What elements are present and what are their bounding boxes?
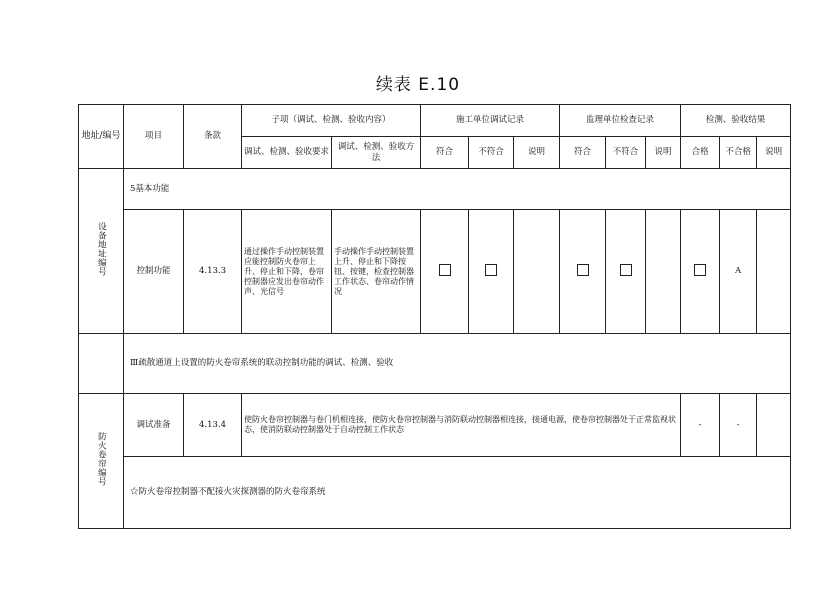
header-construction-nonconform: 不符合 [469, 137, 514, 169]
header-result-pass: 合格 [681, 137, 720, 169]
header-method: 调试、检测、验收方法 [332, 137, 421, 169]
prep-clause: 4.13.4 [184, 394, 242, 457]
inspection-table [78, 104, 791, 529]
device-address-label [79, 169, 124, 334]
header-result-fail: 不合格 [720, 137, 757, 169]
section-iii-row: Ⅲ疏散通道上设置的防火卷帘系统的联动控制功能的调试、检测、验收 [124, 334, 791, 394]
supervision-nonconform-cell [606, 210, 646, 334]
result-pass-checkbox[interactable] [694, 264, 706, 276]
section-iii-left-blank [79, 334, 124, 394]
shutter-code-text: 防火卷帘编号 [96, 432, 107, 487]
header-address-code: 地址/编号 [79, 105, 124, 169]
construction-nonconform-checkbox[interactable] [485, 264, 497, 276]
header-construction-group: 施工单位调试记录 [421, 105, 560, 137]
result-pass-cell [681, 210, 720, 334]
construction-conform-checkbox[interactable] [439, 264, 451, 276]
header-supervision-nonconform: 不符合 [606, 137, 646, 169]
prep-fail-mark: - [720, 394, 757, 457]
header-supervision-note: 说明 [646, 137, 681, 169]
header-subitem-group: 子项（调试、检测、验收内容） [242, 105, 421, 137]
construction-conform-cell [421, 210, 469, 334]
header-req: 调试、检测、验收要求 [242, 137, 332, 169]
construction-note-cell [514, 210, 560, 334]
supervision-conform-checkbox[interactable] [577, 264, 589, 276]
supervision-note-cell [646, 210, 681, 334]
prep-content: 使防火卷帘控制器与卷门机相连接，使防火卷帘控制器与消防联动控制器相连接，接通电源，使卷帘控制器处于正常监视状态，使消防联动控制器处于自动控制工作状态 [242, 394, 681, 457]
device-address-text: 设备地址编号 [96, 222, 107, 277]
supervision-conform-cell [560, 210, 606, 334]
construction-nonconform-cell [469, 210, 514, 334]
control-method: 手动操作手动控制装置上升、停止和下降按钮、按键，检查控制器工作状态、卷帘动作情况 [332, 210, 421, 334]
note-row: ☆防火卷帘控制器不配接火灾探测器的防火卷帘系统 [124, 457, 791, 529]
basic-function-row: 5基本功能 [124, 169, 791, 210]
result-fail-mark: A [720, 210, 757, 334]
header-supervision-conform: 符合 [560, 137, 606, 169]
result-note-cell [757, 210, 791, 334]
header-result-note: 说明 [757, 137, 791, 169]
control-item: 控制功能 [124, 210, 184, 334]
control-clause: 4.13.3 [184, 210, 242, 334]
prep-pass-mark: - [681, 394, 720, 457]
control-requirement: 通过操作手动控制装置应能控制防火卷帘上升、停止和下降，卷帘控制器应发出卷帘动作声、光信号 [242, 210, 332, 334]
header-supervision-group: 监理单位检查记录 [560, 105, 681, 137]
table-title: 续表 E.10 [375, 75, 461, 95]
header-construction-note: 说明 [514, 137, 560, 169]
header-result-group: 检测、验收结果 [681, 105, 791, 137]
supervision-nonconform-checkbox[interactable] [620, 264, 632, 276]
shutter-code-label [79, 394, 124, 529]
prep-item: 调试准备 [124, 394, 184, 457]
prep-note-cell [757, 394, 791, 457]
header-clause: 条款 [184, 105, 242, 169]
header-item: 项目 [124, 105, 184, 169]
header-construction-conform: 符合 [421, 137, 469, 169]
